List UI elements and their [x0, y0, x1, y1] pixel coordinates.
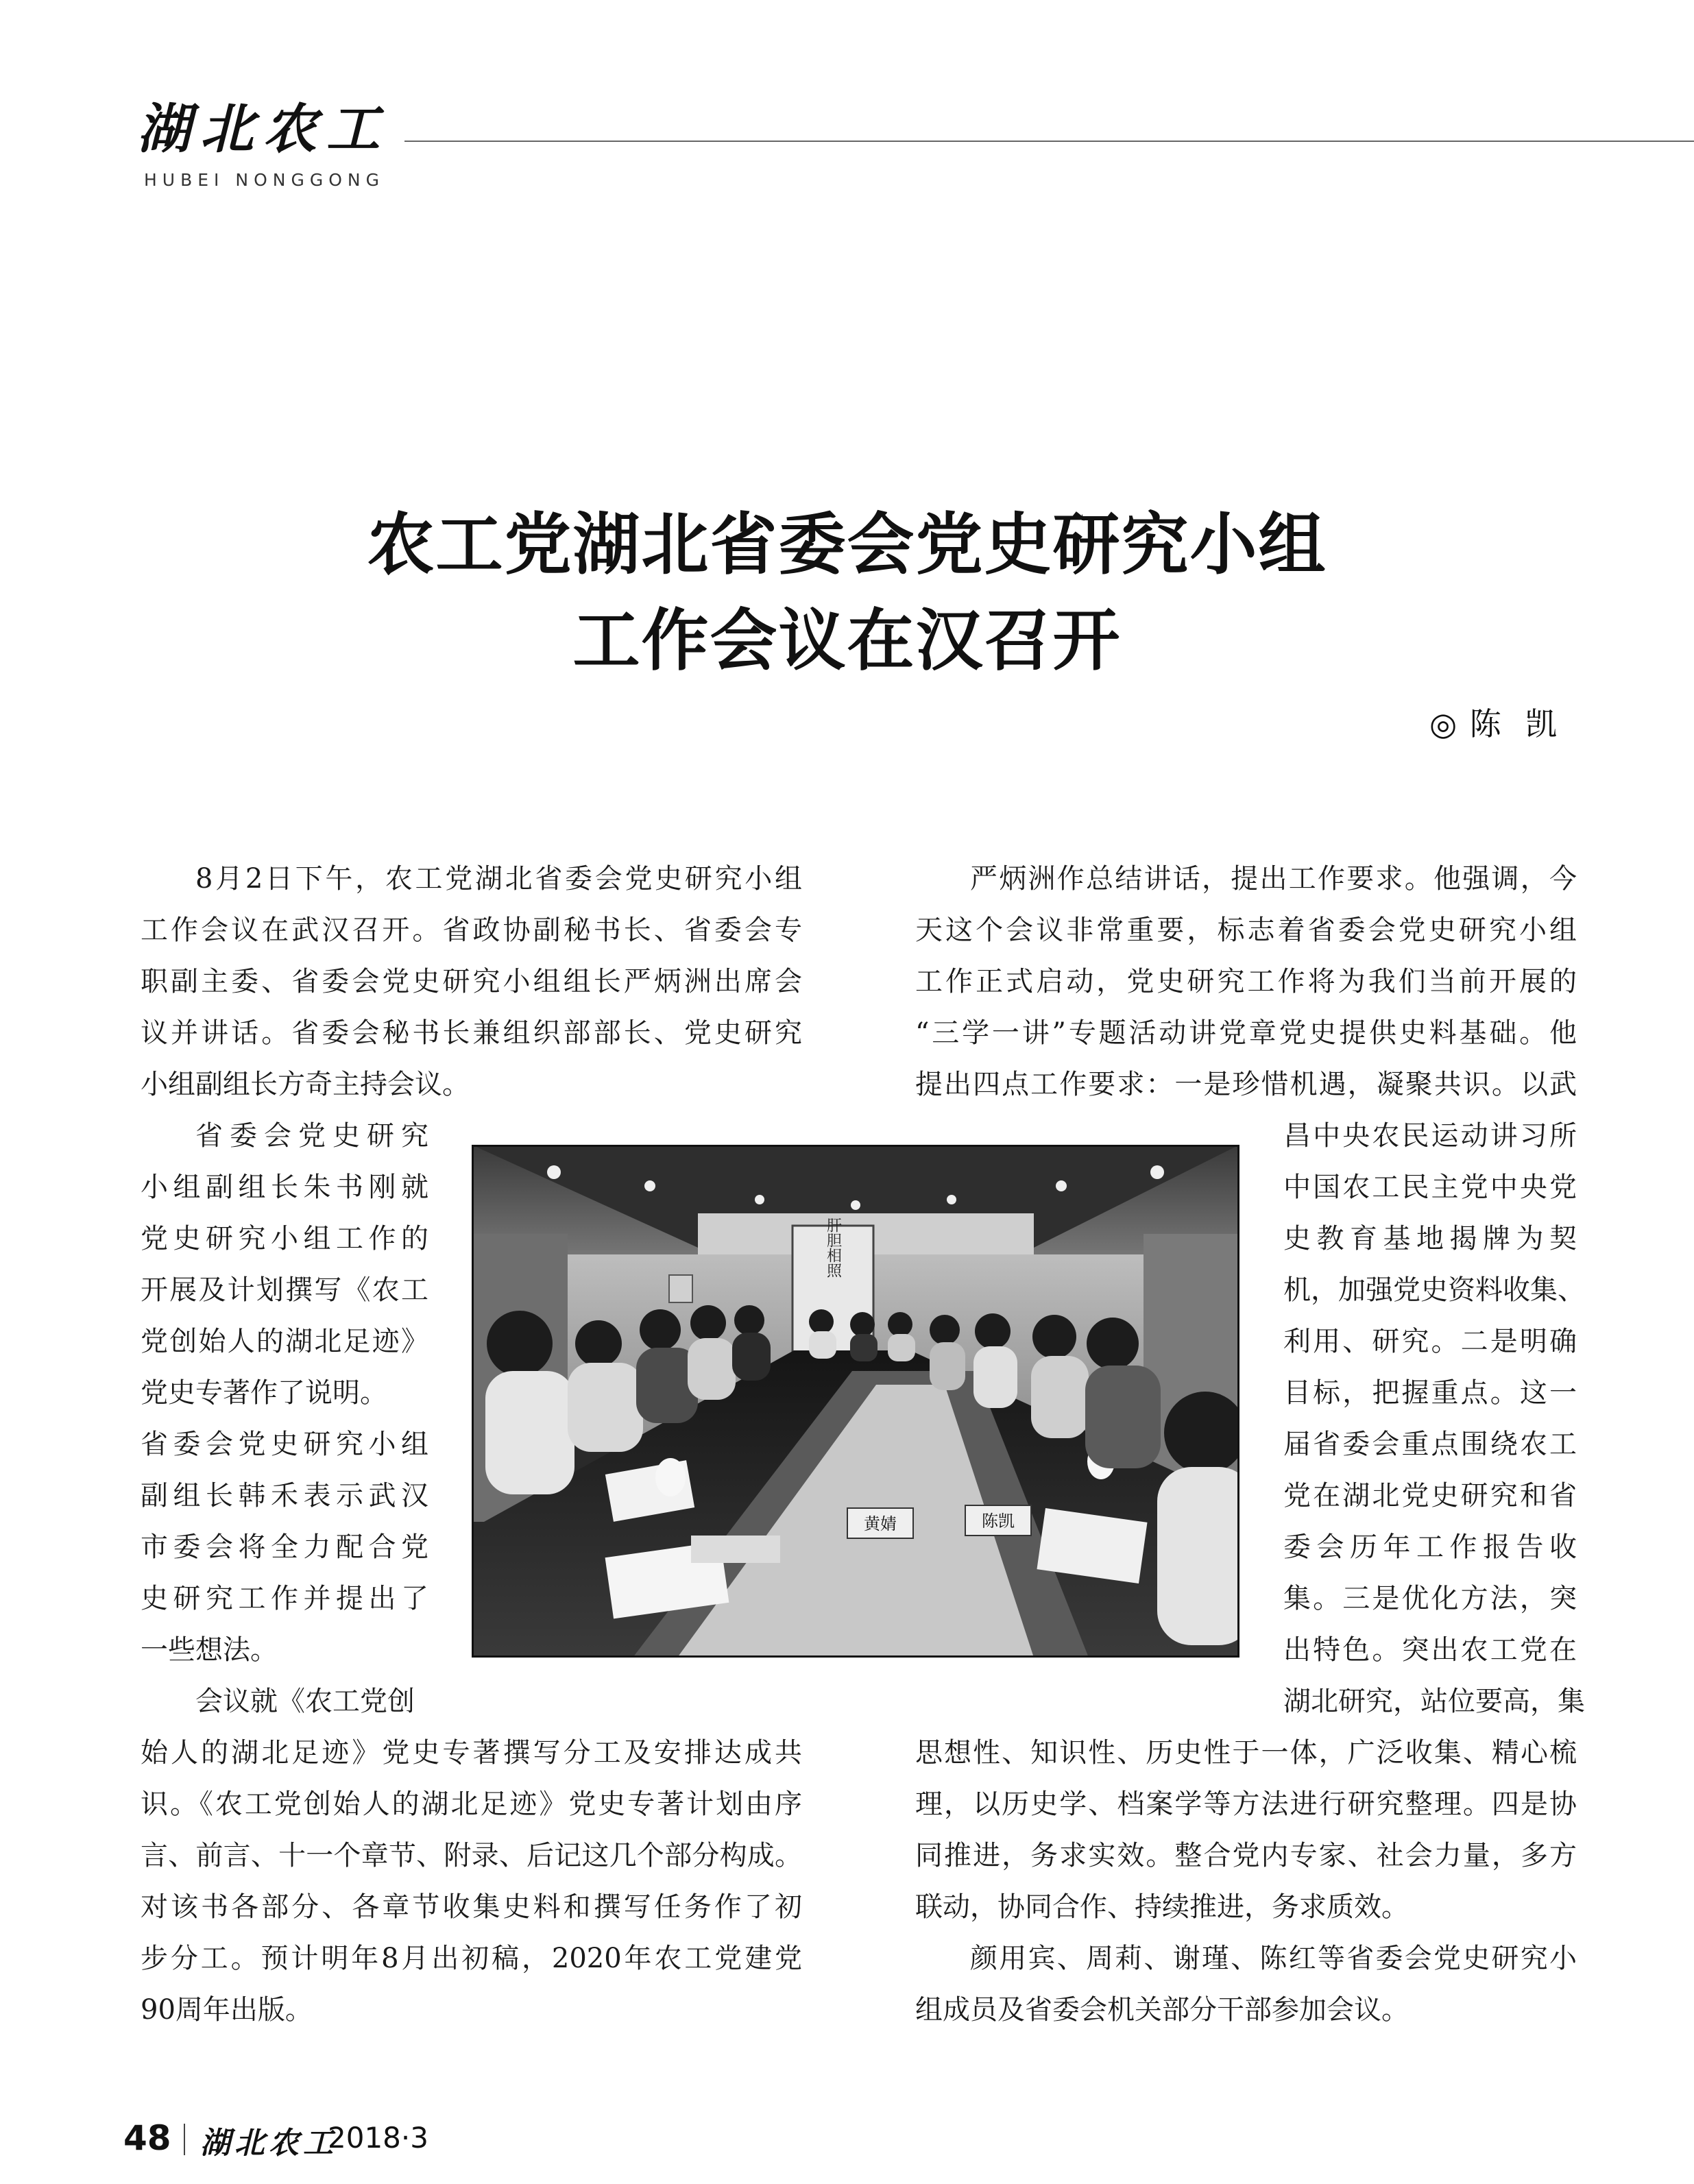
body-line: 省委会党史研究小组 — [141, 1429, 428, 1460]
body-line: 工作正式启动，党史研究工作将为我们当前开展的 — [915, 966, 1577, 997]
body-line: 步分工。预计明年8月出初稿，2020年农工党建党 — [141, 1943, 802, 1974]
body-line: 党史专著作了说明。 — [141, 1377, 387, 1409]
body-line: 党史研究小组工作的 — [141, 1223, 428, 1254]
body-line: 党在湖北党史研究和省 — [1283, 1480, 1577, 1512]
body-line: 同推进，务求实效。整合党内专家、社会力量，多方 — [915, 1840, 1577, 1871]
nameplate-huang-jing: 黄婧 — [864, 1514, 897, 1533]
article-title — [0, 497, 1694, 689]
body-line: 言、前言、十一个章节、附录、后记这几个部分构成。 — [141, 1840, 802, 1871]
body-line: 集。三是优化方法，突 — [1283, 1583, 1577, 1614]
body-line: 始人的湖北足迹》党史专著撰写分工及安排达成共 — [141, 1737, 802, 1769]
meeting-photo — [472, 1145, 1239, 1658]
body-line: 昌中央农民运动讲习所 — [1283, 1120, 1577, 1152]
article-title-line-2: 工作会议在汉召开 — [572, 602, 1122, 680]
body-line: 副组长韩禾表示武汉 — [141, 1480, 428, 1512]
body-line: 届省委会重点围绕农工 — [1283, 1429, 1577, 1460]
body-line: 湖北研究，站位要高，集 — [1283, 1686, 1585, 1717]
body-line: 8月2日下午，农工党湖北省委会党史研究小组 — [195, 863, 802, 895]
body-line: 一些想法。 — [141, 1634, 278, 1666]
body-line: 委会历年工作报告收 — [1283, 1531, 1577, 1563]
body-line: 职副主委、省委会党史研究小组组长严炳洲出席会 — [141, 966, 802, 997]
body-line: 工作会议在武汉召开。省政协副秘书长、省委会专 — [141, 914, 802, 946]
body-line: 理，以历史学、档案学等方法进行研究整理。四是协 — [915, 1788, 1577, 1820]
body-line: 颜用宾、周莉、谢瑾、陈红等省委会党史研究小 — [970, 1943, 1577, 1974]
body-line: 天这个会议非常重要，标志着省委会党史研究小组 — [915, 914, 1577, 946]
body-line: 中国农工民主党中央党 — [1283, 1172, 1577, 1203]
footer-separator — [184, 2124, 185, 2155]
body-line: 对该书各部分、各章节收集史料和撰写任务作了初 — [141, 1891, 802, 1923]
body-line: 小组副组长方奇主持会议。 — [141, 1069, 470, 1100]
body-line: 机，加强党史资料收集、 — [1283, 1274, 1585, 1306]
body-line: 90周年出版。 — [141, 1994, 313, 2026]
article-title-line-1: 农工党湖北省委会党史研究小组 — [367, 506, 1327, 584]
header-rule — [404, 141, 1694, 142]
body-line: 利用、研究。二是明确 — [1283, 1326, 1577, 1357]
body-line: 识。《农工党创始人的湖北足迹》党史专著计划由序 — [141, 1788, 802, 1820]
body-line: 会议就《农工党创 — [195, 1686, 415, 1717]
body-line: 目标，把握重点。这一 — [1283, 1377, 1577, 1409]
body-line: 省委会党史研究 — [195, 1120, 428, 1152]
body-line: 提出四点工作要求：一是珍惜机遇，凝聚共识。以武 — [915, 1069, 1577, 1100]
body-line: “三学一讲”专题活动讲党章党史提供史料基础。他 — [915, 1017, 1577, 1049]
body-line: 严炳洲作总结讲话，提出工作要求。他强调，今 — [970, 863, 1577, 895]
magazine-logo-pinyin: HUBEI NONGGONG — [144, 170, 385, 190]
body-line: 出特色。突出农工党在 — [1283, 1634, 1577, 1666]
footer-issue: 2018·3 — [328, 2121, 428, 2155]
magazine-logo: 湖北农工 — [137, 98, 390, 160]
page-number: 48 — [123, 2118, 171, 2158]
svg-text:肝胆相照: 肝胆相照 — [824, 1217, 842, 1278]
footer-magazine-name: 湖北农工 — [200, 2126, 337, 2161]
body-line: 史教育基地揭牌为契 — [1283, 1223, 1577, 1254]
body-line: 市委会将全力配合党 — [141, 1531, 428, 1563]
body-line: 思想性、知识性、历史性于一体，广泛收集、精心梳 — [915, 1737, 1577, 1769]
body-line: 组成员及省委会机关部分干部参加会议。 — [915, 1994, 1409, 2026]
body-line: 开展及计划撰写《农工 — [141, 1274, 428, 1306]
body-line: 党创始人的湖北足迹》 — [141, 1326, 428, 1357]
body-line: 议并讲话。省委会秘书长兼组织部部长、党史研究 — [141, 1017, 802, 1049]
article-author: ◎ 陈 凯 — [1429, 705, 1559, 742]
body-line: 联动，协同合作、持续推进，务求质效。 — [915, 1891, 1409, 1923]
body-line: 小组副组长朱书刚就 — [141, 1172, 428, 1203]
nameplate-chen-kai: 陈凯 — [982, 1512, 1015, 1531]
body-line: 史研究工作并提出了 — [141, 1583, 428, 1614]
